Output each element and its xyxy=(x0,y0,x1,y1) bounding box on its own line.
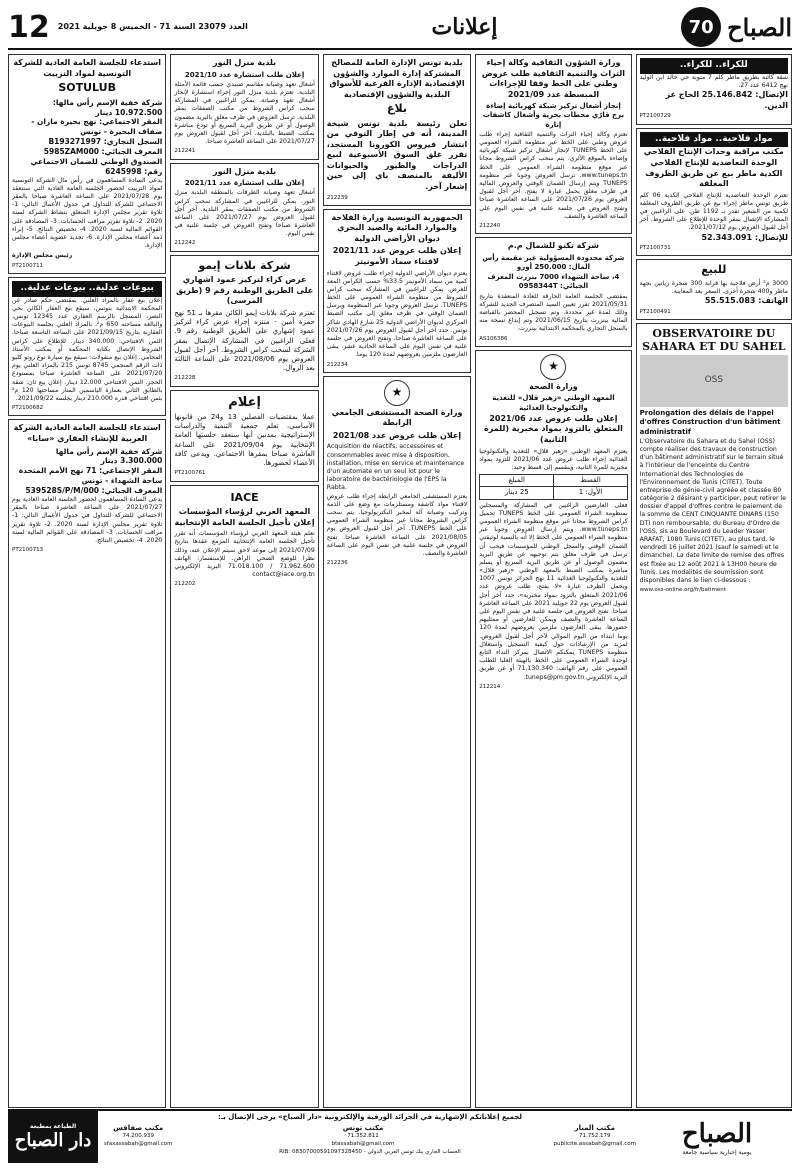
farm-phone: للإتصال: 52.343.091 xyxy=(701,232,788,242)
page-number: 12 xyxy=(8,9,50,45)
office-item xyxy=(104,1124,173,1148)
office-list xyxy=(104,1124,636,1148)
notice-heading: إعلام xyxy=(228,394,261,410)
company-subtitle: شركة محدودة المسؤولية غير مقيمة رأس المال: 250.000 أورو xyxy=(482,253,625,271)
judicial-sales-text: إعلان بيع عقار بالمزاد العلني. بمقتضى حكم صادر عن المحكمة الابتدائية بتونس، سيقع بيع العقار الكائن بحي النصر، المسجل بالرسم العقاري عدد 12345 تونس، والبالغة مساحته 650 م²، بالمزاد العلني بجلسة البيوعات العقارية بتاريخ 2021/09/15 على الساعة التاسعة صباحا. الثمن الافتتاحي: 340.000 دينار. للإطلاع على كراس الشروط الإتصال بكتابة المحكمة أو بمكتب الأستاذ المحامي. إعلان بيع منقولات: سيقع بيع سيارة نوع رونو كليو ذات الرقم المنجمي 8745 تونس 215 بالمزاد العلني يوم 2021/07/20 على الساعة العاشرة صباحا بمستودع الحجز. الثمن الافتتاحي 12.000 دينار. إعلان بيع ثان: شقة بالطابق الثاني بعمارة الياسمين المنار مساحتها 120 م² بثمن افتتاحي قدره 210.000 دينار بجلسة 2021/09/22. xyxy=(12,296,163,402)
municipality-title-1: بلدية منزل النور xyxy=(213,58,277,67)
health-ad xyxy=(475,350,631,1108)
rent-ad xyxy=(636,54,792,125)
sale-phone: الهاتف: 55.515.083 xyxy=(704,296,788,306)
office-name: مكتب صفاقس xyxy=(113,1124,164,1133)
sotulub-cnss: الصندوق الوطني للضمان الاجتماعي رقم: 6245998 xyxy=(30,156,163,176)
tunis-ad xyxy=(323,54,471,206)
oss-map-label: OSS xyxy=(704,375,724,386)
health-text: يعتزم المعهد الوطني «زهير قلال» للتغذية والتكنولوجيا الغذائية إجراء طلب عروض عدد 2021/06 للتزود بمواد مخبرية للمرة الثانية، وينقسم إلى قسط وحيد: xyxy=(479,447,628,471)
table-header-cell: المبلغ xyxy=(480,475,554,487)
press-name: دار الصباح xyxy=(14,1130,92,1151)
tunis-text: تعلن رئيسة بلدية تونس شيخة المدينة، أنه في إطار التوقي من انتشار فيروس الكورونا المستجد، تقرر غلق السوق الأسبوعية لبيع الدراجات والطيور والحيوانات الأليفة بالمنصف باي إلى حين إشعار آخر. xyxy=(326,118,468,191)
footer-headline: لجميع إعلاناتكم الإشهارية في الجرائد الورقية والإلكترونية «دار الصباح» يرجى الإتصال بـ: xyxy=(218,1113,522,1121)
newspaper-logo xyxy=(681,7,792,47)
municipality-heading-1: إعلان طلب استشارة عدد 2021/10 xyxy=(184,70,305,79)
hospital-heading: إعلان طلب عروض عدد 2021/08 xyxy=(332,430,462,440)
tunis-heading: بلاغ xyxy=(387,102,408,116)
municipality-ad-2 xyxy=(170,163,318,252)
rent-phone: الإتصال: 25.146.842 الحاج عز الدين. xyxy=(665,90,788,110)
farm-ad xyxy=(636,128,792,257)
masthead xyxy=(8,6,792,50)
culture-ref: 212240 xyxy=(479,222,501,229)
table-row xyxy=(480,487,627,499)
sotulub-address: المقر الاجتماعي: نهج بحيرة ماران - ضفاف البحيرة - تونس xyxy=(31,117,163,137)
culture-ad xyxy=(475,54,631,234)
office-name: مكتب تونس xyxy=(342,1124,384,1133)
table-header-cell: القسط xyxy=(554,475,627,487)
oss-subtitle: Prolongation des délais de l'appel d'offres Construction d'un bâtiment administratif xyxy=(639,409,781,436)
iace-text: تعلم هيئة المعهد العربي لرؤساء المؤسسات أنه تقرر تأجيل الجلسة العامة الإنتخابية المزمع عقدها بتاريخ 2021/07/09 إلى موعد لاحق سيتم الإعلان عنه، وذلك نظرا للوضع الصحي الراهن. للإستفسار: الهاتف 71.962.600 / 71.018.100 البريد الإلكتروني contact@iace.org.tn xyxy=(174,530,315,579)
company-ad xyxy=(475,237,631,347)
office-email[interactable]: publicite.assabah@gmail.com xyxy=(553,1140,636,1147)
tunis-ref: 212239 xyxy=(326,194,348,201)
notice-ad xyxy=(170,390,318,482)
column-1 xyxy=(636,54,792,1108)
oss-ad xyxy=(636,323,792,1108)
municipality-ad-1 xyxy=(170,54,318,160)
hospital-text-fr: Acquisition de réactifs, accessoires et consommables avec mise à disposition, installation, mise en service et maintenance d'un automate en un seul lot pour le laboratoire de bactériologie de l'EPS la Rabta. xyxy=(326,443,465,492)
sotulub-logo: SOTULUB xyxy=(58,81,116,95)
billboard-title: شركة بلانات إيمو xyxy=(198,258,291,272)
office-email[interactable]: sfaxassabah@gmail.com xyxy=(104,1140,173,1147)
sotulub-title: استدعاء للجلسة العامة العادية للشركة التونسية لمواد التزييت xyxy=(13,58,162,78)
ad-columns xyxy=(8,54,792,1108)
billboard-ad xyxy=(170,255,318,387)
republic-seal-icon: ★ xyxy=(540,354,566,380)
company-title: شركة تكنو للشمال م.م xyxy=(507,241,599,251)
sotulub-rc: السجل التجاري: B193271997 xyxy=(48,137,163,147)
agriculture-heading: إعلان طلب عروض عدد 2021/11 لاقتناء سماد الأمونيتر xyxy=(332,246,462,266)
lot-table xyxy=(479,474,627,499)
hospital-text: يعتزم المستشفى الجامعي الرابطة إجراء طلب عروض لاقتناء مواد كاشفة ومستلزمات مع وضع على الذمة وتركيب وصيانة آلة لمخبر البكتريولوجيا. يتم سحب كراس الشروط مجانا عبر منظومة الشراء العمومي على الخط TUNEPS. آخر أجل لقبول العروض يوم 2021/08/05 على الساعة العاشرة صباحا. تفتح العروض في جلسة علنية في نفس اليوم على الساعة العاشرة والنصف. xyxy=(326,492,468,557)
rent-ref: PT2100729 xyxy=(639,113,671,120)
office-name: مكتب المنار xyxy=(574,1124,615,1133)
sale-ad xyxy=(636,259,792,320)
hospital-ref: 212236 xyxy=(326,560,348,567)
section-title: إعلانات xyxy=(431,14,498,40)
sale-text: 3000 م² أرض فلاحية بها قرابة 300 شجرة زياتين بجهة ماطر و400 شجرة أخرى. السعر بعد المعاينة. xyxy=(639,279,788,296)
footer-slogan: يومية إخبارية سياسية جامعة xyxy=(682,1148,752,1156)
footer-contacts xyxy=(98,1111,642,1163)
billboard-ref: 212228 xyxy=(174,375,196,382)
municipality-text-2: أشغال تعهد وصيانة الطرقات بالمنطقة البلدية منزل النور. يمكن للراغبين في المشاركة سحب كراس الشروط من مكتب الصفقات بمقر البلدية. آخر أجل لقبول العروض يوم 2021/07/27 على الساعة العاشرة صباحا وتفتح العروض في جلسة علنية في نفس اليوم. xyxy=(174,189,315,238)
farm-ref: PT2100731 xyxy=(639,245,671,252)
culture-text: تعتزم وكالة إحياء التراث والتنمية الثقافية إجراء طلب عروض وطني على الخط عبر منظومة الشراء العمومي على الخط TUNEPS لإنجاز أشغال تركيز شبكة كهربائية وإضاءة بالموقع الأثري. يتم سحب كراس الشروط مجانا عبر موقع منظومة الشراء العمومي على الخط www.tuneps.tn. ترسل العروض وجوبا عبر منظومة TUNEPS ويتم إرسال الضمان الوقتي والعروض المالية في ظرف مغلق يحمل عبارة لا يفتح. آخر أجل لقبول العروض يوم 2021/07/26 على الساعة العاشرة صباحا وتفتح العروض في جلسة علنية في نفس اليوم على الساعة العاشرة والنصف. xyxy=(479,130,628,220)
column-3 xyxy=(323,54,471,1108)
health-title: وزارة الصحة xyxy=(529,381,578,391)
sotulub-capital: شركة خفية الإسم رأس مالها: 10.972.500 دينار xyxy=(52,97,163,117)
saba-ref: PT2100713 xyxy=(12,547,44,554)
farm-text: تعتزم الوحدة التعاضدية للإنتاج الفلاحي الكدية 06 كلم طريق تونس ماطر إجراء بيع عن طريق الظروف المغلقة لكمية من الشعير تقدر بـ 1192 طن. على الراغبين في المشاركة الإتصال بمقر الوحدة للإطلاع على الشروط. آخر أجل لقبول العروض يوم 2021/07/12. xyxy=(639,191,788,232)
anniversary-logo-icon: 70 xyxy=(681,7,721,47)
saba-address: المقر الإجتماعي: 71 نهج الأمم المتحدة ساحة الشهداء - تونس xyxy=(18,466,163,486)
oss-link[interactable]: www.oss-online.org/fr/batiment xyxy=(639,587,726,594)
saba-ad xyxy=(8,419,166,1108)
table-cell: 25 دينار xyxy=(480,487,554,499)
sotulub-ref: PT2100711 xyxy=(12,262,44,269)
culture-subtitle: إنجاز أشغال تركيز شبكة كهربائية إضاءة برج قارّي محطات بحرية وأشغال كاشفات إنارة xyxy=(482,102,625,129)
farm-bar: مواد فلاحية.. مواد فلاحية.. xyxy=(640,132,788,148)
masthead-left xyxy=(8,10,248,45)
municipality-heading-2: إعلان طلب استشارة عدد 2021/11 xyxy=(184,179,305,188)
sotulub-sign: رئيس مجلس الإدارة xyxy=(12,252,73,260)
press-sub: الطباعة بمطبعة xyxy=(29,1123,77,1130)
municipality-ref-1: 212241 xyxy=(174,148,196,155)
bank-account: RIB: 08307000591097328450 - الحساب الجاري بنك تونس العربي الدولي xyxy=(279,1148,461,1155)
company-address: 4، ساحة الشهداء 7000 بنزرت المعرف الجبائي: 0958344T xyxy=(487,273,620,291)
notice-text: عملا بمقتضيات الفصلين 13 و24 من قانونها الأساسي، تعلم جمعية التنمية والدراسات الإستراتيجية بمدنين أنها ستعقد جلستها العامة الإنتخابية يوم 2021/09/04 على الساعة العاشرة صباحا بمقرها الاجتماعي. ويدعى كافة الأعضاء لحضورها. xyxy=(174,412,315,468)
office-phone: 71.352.811 xyxy=(347,1133,379,1140)
iace-logo: IACE xyxy=(230,490,259,504)
tunis-title: بلدية تونس الإدارة العامة للمصالح المشتركة إدارة الموارد والشؤون الإقتصادية الإدارة الفرعية للأسواق البلدية والشؤون الإقتصادية xyxy=(329,58,465,99)
rent-text: شقة كائنة بطريق ماطر كلم 7 منوبة حي خالد ابن الوليد نهج 6412 عدد 27. xyxy=(639,73,789,90)
sotulub-ad xyxy=(8,54,166,274)
health-subtitle: المعهد الوطني «زهير قلال» للتغذية والتكنولوجيا الغذائية xyxy=(492,394,615,412)
rent-bar: للكراء.. للكراء.. xyxy=(640,58,788,74)
republic-seal-icon: ★ xyxy=(384,380,410,406)
iace-title: المعهد العربي لرؤساء المؤسسات إعلان تأجيل الجلسة العامة الإنتخابية xyxy=(174,507,315,527)
judicial-sales-bar: بيوعات عدلية.. بيوعات عدلية.. xyxy=(12,281,162,297)
company-text: بمقتضى الجلسة العامة الخارقة للعادة المنعقدة بتاريخ 2021/05/31 تقرر تعيين السيد المتصرف الجديد للشركة وذلك لمدة غير محددة. وتم تسجيل المحضر بالقباضة المالية ببنزرت بتاريخ 2021/06/15 وتم إيداع نسخة منه بالسجل التجاري بالمحكمة الابتدائية ببنزرت. xyxy=(479,292,628,333)
health-ref: 212214 xyxy=(479,683,501,690)
notice-ref: PT2100761 xyxy=(174,470,206,477)
sale-ref: PT2100491 xyxy=(639,308,671,315)
billboard-text: تعتزم شركة بلانات إيمو الكائن مقرها بـ 51 نهج حمزة أمين - منتزه إجراء عرض كراء لتركيز عمود إشهاري على الطريق الوطنية رقم 9. فعلى الراغبين في المشاركة الإتصال بمقر الشركة لسحب كراس الشروط. آخر أجل لقبول العروض يوم 2021/08/06 على الساعة الثالثة بعد الزوال. xyxy=(174,308,315,373)
logo-text: الصباح xyxy=(727,12,792,42)
agriculture-title: الجمهورية التونسية وزارة الفلاحة والموارد المائية والصيد البحري ديوان الأراضي الدولية xyxy=(331,212,463,243)
company-ref: AS106386 xyxy=(479,335,508,342)
saba-text: يدعى السادة المساهمون لحضور الجلسة العامة العادية يوم 2021/07/27 على الساعة العاشرة صباحا بالمقر الاجتماعي للشركة للتداول في جدول الأعمال التالي: 1- تلاوة تقرير مجلس الإدارة لسنة 2020. 2- تلاوة تقرير مراقب الحسابات. 3- المصادقة على القوائم المالية لسنة 2020. 4- تخصيص النتائج. xyxy=(12,495,163,544)
office-item xyxy=(554,1124,636,1148)
table-cell: الأول: 1 xyxy=(554,487,627,499)
sotulub-mf: المعرف الجبائي: 5985ZAM000 xyxy=(43,147,163,157)
municipality-text-1: أشغال تعهد وصيانة مقاسم صبيدي حسب قائمة الأمثلة البلدية. تعتزم بلدية منزل النور إجراء استشارة لإنجاز أشغال تعهد وصيانة. يمكن للراغبين في المشاركة سحب كراس الشروط من مكتب الصفقات بمقر البلدية. ترسل العروض في ظرف مغلق بالبريد مضمون الوصول أو عن طريق البريد السريع أو تودع مباشرة بمكتب الضبط بالبلدية. آخر أجل لقبول العروض يوم 2021/07/27 على الساعة العاشرة صباحا. xyxy=(174,80,315,146)
iace-ref: 212202 xyxy=(174,581,196,588)
africa-map-icon xyxy=(640,355,788,407)
office-item xyxy=(332,1124,395,1148)
column-5 xyxy=(8,54,166,1108)
column-4 xyxy=(170,54,318,1108)
saba-mf: المعرف الجبائي: 539528S/P/M/000 xyxy=(25,486,163,496)
oss-heading: OBSERVATOIRE DU SAHARA ET DU SAHEL xyxy=(642,327,786,354)
health-heading: إعلان طلب عروض عدد 2021/06 المتعلق بالتزود بمواد مخبرية (للمرة الثانية) xyxy=(484,413,623,444)
sotulub-text: يدعى السادة المساهمون في رأس مال الشركة التونسية لمواد التزييت لحضور الجلسة العامة العادية التي ستنعقد يوم 2021/07/28 على الساعة العاشرة صباحا بالمقر الاجتماعي للشركة للتداول في جدول الأعمال التالي: 1- تلاوة تقرير مجلس الإدارة المتعلق بنشاط الشركة لسنة 2020. 2- تلاوة تقرير مراقب الحسابات. 3- المصادقة على القوائم المالية لسنة 2020. 4- تخصيص النتائج. 5- إبراء ذمة أعضاء مجلس الإدارة. 6- تجديد عضوية أعضاء مجلس الإدارة. xyxy=(12,176,163,250)
agriculture-ref: 212234 xyxy=(326,361,348,368)
hospital-ad xyxy=(323,376,471,1108)
office-phone: 71.752.179 xyxy=(579,1133,611,1140)
office-phone: 74.200.939 xyxy=(122,1133,155,1140)
footer-logo xyxy=(642,1111,792,1163)
saba-capital: شركة خفية الإسم رأس مالها 3.300.000 دينار xyxy=(55,446,163,466)
oss-text: L'Observatoire du Sahara et du Sahel (OSS) compte réaliser des travaux de construction d'un bâtiment administratif sur le terrain situé à l'intérieur de l'enceinte du Centre International des Technologies de l'Environnement de Tunis (CITET). Toute entreprise de génie-civil agréée et classée B0 catégorie 2 désirant y participer, peut retirer le dossier d'appel d'offres contre le paiement de la somme de CENT CINQUANTE DINARS (150 DT) non remboursable, du Bureau d'Ordre de l'OSS, sis au Boulevard du Leader Yasser ARAFAT, 1080 Tunis (CITET), au plus tard, le vendredi 16 juillet 2021 (sauf le samedi et le dimanche). La date limite de remise des offres est fixée au 12 août 2021 à 13H00 heure de Tunis. Les modalités de soumission sont disponibles dans le lien ci-dessous : xyxy=(639,437,787,584)
column-2 xyxy=(475,54,631,1108)
judicial-sales-ref: PT2100682 xyxy=(12,405,44,412)
footer xyxy=(8,1109,792,1163)
issue-info: العدد 23079 السنة 71 - الخميس 8 جويلية 2021 xyxy=(57,21,248,31)
judicial-sales-ad xyxy=(8,277,166,417)
billboard-heading: عرض كراء لتركيز عمود اشهاري على الطريق الوطنية رقم 9 (طريق المرسى) xyxy=(175,275,314,306)
agriculture-ad xyxy=(323,209,471,373)
iace-ad xyxy=(170,485,318,1108)
culture-title: وزارة الشؤون الثقافية وكالة إحياء التراث والتنمية الثقافية طلب عروض وطني على الخط وفقا للإجراءات المبسطة عدد 2021/09 xyxy=(481,58,626,99)
sale-heading: للبيع xyxy=(701,263,727,277)
footer-logo-text: الصباح xyxy=(681,1118,753,1149)
office-email[interactable]: btassabah@gmail.com xyxy=(331,1140,395,1147)
agriculture-text: يعتزم ديوان الأراضي الدولية إجراء طلب عروض لاقتناء كمية من سماد الأمونيتر 33.5% حسب الكراس المعد للغرض. يمكن للراغبين في المشاركة سحب كراس الشروط من منظومة الشراء العمومي على الخط TUNEPS. ترسل العروض وجوبا عبر المنظومة ويرسل الضمان الوقتي في ظرف مغلق إلى مكتب الضبط المركزي لديوان الأراضي الدولية 25 شارع الهادي شاكر تونس. حدد آخر أجل لقبول العروض يوم 2021/07/26 على الساعة العاشرة صباحا، وتفتح العروض في جلسة علنية في نفس اليوم على الساعة الحادية عشر. يبقى العارضون ملزمين بعروضهم لمدة 120 يوما. xyxy=(326,269,468,359)
municipality-ref-2: 212242 xyxy=(174,240,196,247)
table-row xyxy=(480,475,627,487)
hospital-title: وزارة الصحة المستشفى الجامعي الرابطة xyxy=(331,407,463,428)
saba-title: استدعاء للجلسة العامة العادية الشركة العربية للإنشاء العقاري «سابا» xyxy=(13,423,161,443)
health-text-2: فعلى العارضين الراغبين في المشاركة والمسجلين بمنظومة الشراء العمومي على الخط TUNEPS تحميل كراس الشروط مجانا عبر موقع منظومة الشراء العمومي www.tuneps.tn. ويتم إرسال العروض وجوبا عبر منظومة الشراء العمومي على الخط إلا أنه بالنسبة لوثيقتي الضمان الوقتي والسجل الوطني للمؤسسات فيجب أن ترسل في ظرف مغلق يتم توجيهه عن طريق البريد مضمون الوصول أو عن طريق البريد السريع أو يسلم مباشرة بمكتب الضبط بالمعهد الوطني «زهير قلال» للتغذية والتكنولوجيا الغذائية 11 نهج الجزائر تونس 1007 ويحمل الظرف عبارة «لا يفتح، طلب عروض عدد 2021/06 المتعلق بالتزود بمواد مخبرية». حدد آخر أجل لقبول العروض يوم 22 جويلية 2021 على الساعة العاشرة صباحا. تفتح العروض في جلسة علنية في نفس اليوم على الساعة العاشرة والنصف ويمكن للعارضين أو ممثليهم حضورها. يبقى العارضون ملزمين بعروضهم لمدة 120 يوما ابتداء من اليوم الموالي لآخر أجل لقبول العروض. لمزيد من الإرشادات حول كيفية التسجيل واستغلال منظومة TUNEPS يمكنكم الاتصال بمركز النداء التابع لوحدة الشراء العمومي على الخط بالهيئة العليا للطلب العمومي على رقم الهاتف: 71.130.340 أو عن طريق البريد الإلكتروني tuneps@pm.gov.tn. xyxy=(479,501,628,681)
farm-title: مكتب مراقبة وحدات الإنتاج الفلاحي الوحدة التعاضدية للإنتاج الفلاحي الكدية ماطر بيع عن طريق الظروف المغلقة xyxy=(643,147,784,189)
press-logo xyxy=(8,1111,98,1163)
municipality-title-2: بلدية منزل النور xyxy=(213,166,277,176)
